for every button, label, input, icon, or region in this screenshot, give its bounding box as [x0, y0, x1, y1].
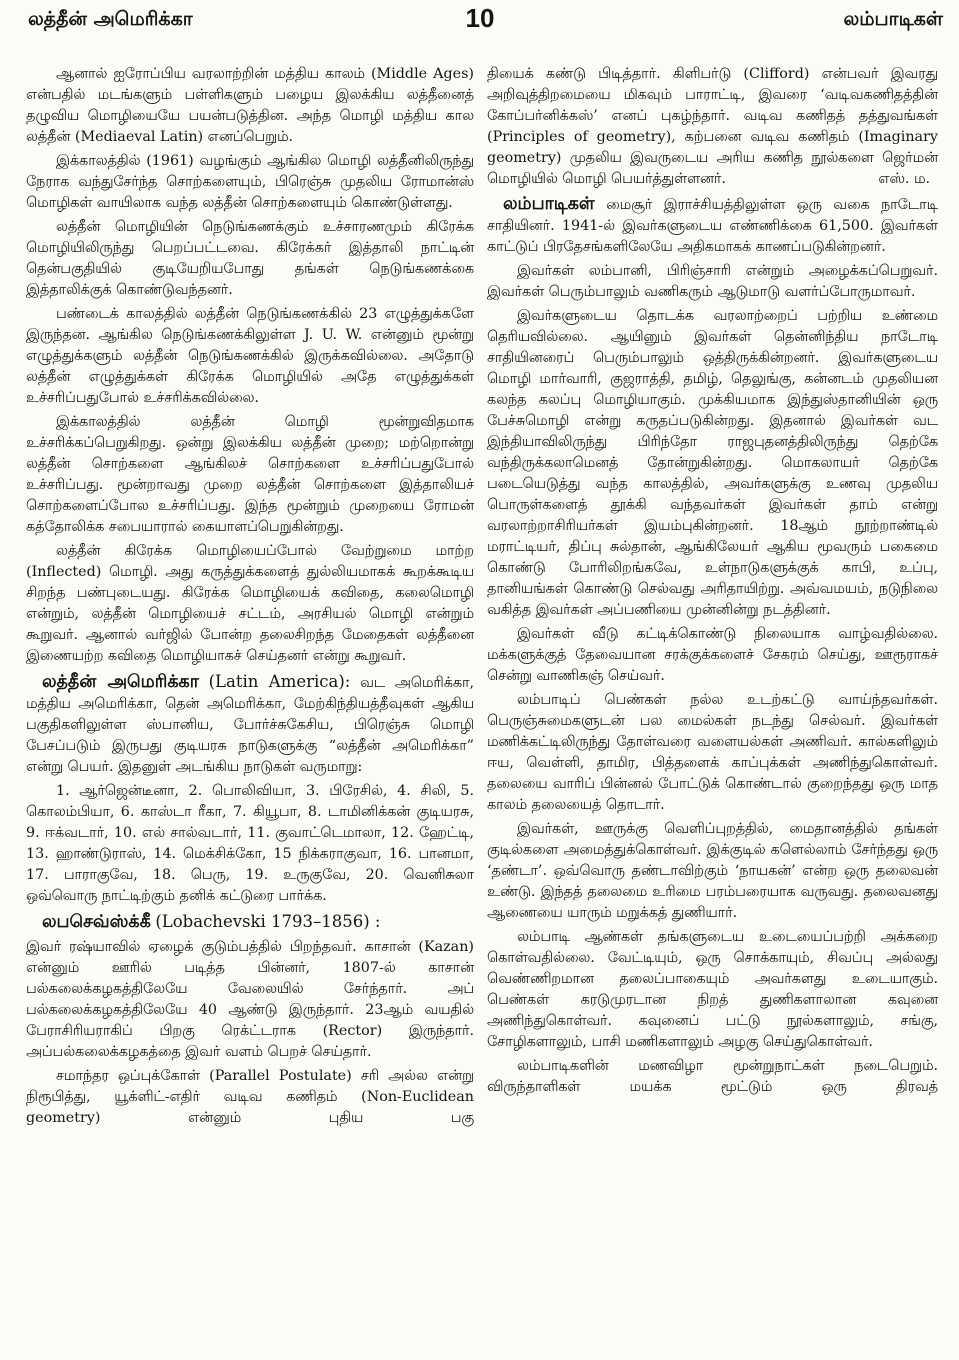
- running-head-left: லத்தீன் அமெரிக்கா: [28, 8, 193, 30]
- lobachevski-continued: [487, 64, 938, 190]
- page-number: 10: [465, 3, 495, 33]
- entry-headword: லம்பாடிகள்: [503, 194, 595, 214]
- entry-lambadi: [487, 194, 938, 258]
- entry-latin-america: [26, 671, 474, 778]
- author-initials: எஸ். ம.: [878, 171, 930, 187]
- right-column: [487, 64, 938, 1348]
- lambadi-paragraph: இவர்கள் வீடு கட்டிக்கொண்டு நிலையாக வாழ்வதில்லை. மக்களுக்குத் தேவையான சரக்குக்களைச் சேகரம் செய்து, ஊரூராகச் சென்று வாணிகஞ் செய்வர்.: [487, 626, 938, 684]
- latin-paragraph: பண்டைக் காலத்தில் லத்தீன் நெடுங்கணக்கில் 23 எழுத்துக்களே இருந்தன. ஆங்கில நெடுங்கணக்கிலுள்ள J. U. W. என்னும் மூன்று எழுத்துக்களும் லத்தீன் நெடுங்கணக்கில் இருக்கவில்லை. அதோடு லத்தீன் எழுத்துக்கள் கிரேக்க மொழியில் அதே எழுத்துக்கள் உச்சரிப்பதுபோல் உச்சரிக்கவில்லை.: [26, 306, 474, 406]
- left-column: [26, 64, 474, 1348]
- lambadi-paragraph: லம்பாடிப் பெண்கள் நல்ல உடற்கட்டு வாய்ந்தவர்கள். பெருஞ்சுமைகளுடன் பல மைல்கள் நடந்து செல்வர். இவர்கள் மணிக்கட்டிலிருந்து தோள்வரை வளையல்கள் அணிவர். கால்களிலும் ஈய, வெள்ளி, தாமிர, பித்தளைக் காப்புக்கள் அணிந்துகொள்வர். தலையை வாரிப் பின்னல் போட்டுக் கொண்டால் குறைந்தது ஒரு மாத காலம் தலையைத் தொடார்.: [487, 692, 938, 813]
- entry-text: மைசூர் இராச்சியத்திலுள்ள ஒரு வகை நாடோடி சாதியினர். 1941-ல் இவர்களுடைய எண்ணிக்கை 61,500. இவர்கள் காட்டுப் பிரதேசங்களிலேயே அதிகமாகக் காணப்படுகின்றனர்.: [487, 197, 938, 255]
- continued-text: தியைக் கண்டு பிடித்தார். கிளிபர்டு (Clifford) என்பவர் இவரது அறிவுத்திறமையை மிகவும் பாராட்டி, இவரை ‘வடிவகணிதத்தின் கோப்பர்னிக்கஸ்’ எனப் புகழ்ந்தார். வடிவ கணிதத் தத்துவங்கள் (Principles of geometry), கற்பனை வடிவ கணிதம் (Imaginary geometry) முதலிய இவருடைய அரிய கணித நூல்களை ஜெர்மன் மொழியில் மொழி பெயர்த்துள்ளனர்.: [487, 66, 938, 187]
- latin-paragraph: இக்காலத்தில் (1961) வழங்கும் ஆங்கில மொழி லத்தீனிலிருந்து நேராக வந்துசேர்ந்த சொற்களையும், பிரெஞ்சு முதலிய ரோமான்ஸ் மொழிகள் வாயிலாக வந்த லத்தீன் சொற்களையும் கொண்டுள்ளது.: [26, 153, 474, 211]
- lambadi-paragraph: இவர்கள், ஊருக்கு வெளிப்புறத்தில், மைதானத்தில் தங்கள் குடில்களை அமைத்துக்கொள்வர். இக்குடில் களெல்லாம் சேர்ந்தது ஒரு ‘தண்டா’. ஒவ்வொரு தண்டாவிற்கும் ‘நாயகன்’ என்ற ஒரு தலைவன் உண்டு. இந்தத் தலைமை உரிமை பரம்பரையாக வருவது. தலைவனது ஆணையை யாரும் மறுக்கத் துணியார்.: [487, 821, 938, 921]
- lambadi-paragraph: இவர்கள் லம்பானி, பிரிஞ்சாரி என்றும் அழைக்கப்பெறுவர். இவர்கள் பெரும்பாலும் வணிகரும் ஆடுமாடு வளர்ப்போருமாவர்.: [487, 263, 938, 300]
- lambadi-paragraph: இவர்களுடைய தொடக்க வரலாற்றைப் பற்றிய உண்மை தெரியவில்லை. ஆயினும் இவர்கள் தென்னிந்திய நாடோடி சாதியினரைப் பெரும்பாலும் ஒத்திருக்கின்றனர். இவர்களுடைய மொழி மார்வாரி, குஜராத்தி, தமிழ், தெலுங்கு, கன்னடம் முதலியன கலந்த கலப்பு மொழியாகும். முக்கியமாக இந்துஸ்தானியின் ஒரு பேச்சுமொழி என்று கருதப்படுகின்றது. இதனால் இவர்கள் வட இந்தியாவிலிருந்து பிரிந்தோ ராஜபுதனத்திலிருந்து தெற்கே வந்திருக்கலாமெனத் தோன்றுகின்றது. மொகலாயர் தெற்கே படையெடுத்து வந்த காலத்தில், அவர்களுக்கு உணவு முதலிய பொருள்களைத் தூக்கி வந்தவர்கள் இவர்கள் தாம் என்று வரலாற்றாசிரியர்கள் இயம்புகின்றனர். 18ஆம் நூற்றாண்டில் மராட்டியர், திப்பு சுல்தான், ஆங்கிலேயர் ஆகிய மூவரும் பகைமை கொண்டு போரிலிறங்கவே, உள்நாடுகளுக்குக் காபி, உப்பு, தானியங்கள் கொண்டு செல்வது அரிதாயிற்று. அவ்வமயம், நடுநிலை வகித்த இவர்கள் அப்பணியை முன்னின்று நடத்தினர்.: [487, 308, 938, 618]
- entry-headword-english: (Latin America):: [208, 672, 351, 691]
- latin-paragraph: ஆனால் ஐரோப்பிய வரலாற்றின் மத்திய காலம் (Middle Ages) என்பதில் மடங்களும் பள்ளிகளும் பழைய இலக்கிய லத்தீனைத் தழுவிய மொழியையே பயன்படுத்தின. அந்த மொழி மத்திய கால லத்தீன் (Mediaeval Latin) எனப்பெறும்.: [26, 66, 474, 145]
- latin-paragraph: இக்காலத்தில் லத்தீன் மொழி மூன்றுவிதமாக உச்சரிக்கப்பெறுகிறது. ஒன்று இலக்கிய லத்தீன் முறை; மற்றொன்று லத்தீன் சொற்களை ஆங்கிலச் சொற்களை உச்சரிப்பதுபோல் உச்சரிப்பது. மூன்றாவது முறை லத்தீன் சொற்களை இத்தாலியச் சொற்களைப்போல உச்சரிப்பது. இந்த மூன்றும் முறையை ரோமன் கத்தோலிக்க சபையாரால் கையாளப்பெறுகின்றது.: [26, 414, 474, 535]
- entry-text: வட அமெரிக்கா, மத்திய அமெரிக்கா, தென் அமெரிக்கா, மேற்கிந்தியத்தீவுகள் ஆகிய பகுதிகளிலுள்ள ஸ்பானிய, போர்ச்சுகேசிய, பிரெஞ்சு மொழி பேசப்படும் இருபது குடியரசு நாடுகளுக்கு “லத்தீன் அமெரிக்கா” என்று பெயர். இதனுள் அடங்கிய நாடுகள் வருமாறு:: [26, 675, 474, 775]
- latin-paragraph: லத்தீன் கிரேக்க மொழியைப்போல் வேற்றுமை மாற்ற (Inflected) மொழி. அது கருத்துக்களைத் துல்லியமாகக் கூறக்கூடிய சிறந்த பண்புடையது. கிரேக்க மொழியைக் கவிதை, கலைமொழி என்றும், லத்தீன் மொழியைச் சட்டம், அரசியல் மொழி என்றும் கூறுவர். ஆனால் வர்ஜில் போன்ற தலைசிறந்த மேதைகள் லத்தீனை இணையற்ற கவிதை மொழியாகச் செய்தனர் என்று கூறுவர்.: [26, 543, 474, 664]
- entry-lobachevski: [26, 911, 474, 934]
- entry-headword: லத்தீன் அமெரிக்கா: [42, 672, 199, 692]
- entry-headword-english: (Lobachevski 1793–1856) :: [155, 912, 381, 931]
- entry-headword: லபசெவ்ஸ்க்கீ: [42, 912, 151, 932]
- running-head-right: லம்பாடிகள்: [843, 8, 943, 30]
- lambadi-paragraph: லம்பாடிகளின் மணவிழா மூன்றுநாட்கள் நடைபெறும். விருந்தாளிகள் மயக்க மூட்டும் ஒரு திரவத்: [487, 1058, 938, 1095]
- latin-paragraph: லத்தீன் மொழியின் நெடுங்கணக்கும் உச்சாரணமும் கிரேக்க மொழியிலிருந்து பெறப்பட்டவை. கிரேக்கர் இத்தாலி நாட்டின் தென்பகுதியில் குடியேறியபோது தங்கள் நெடுங்கணக்கை இத்தாலிக்குக் கொண்டுவந்தனர்.: [26, 219, 474, 298]
- lobachevski-paragraph: சமாந்தர ஒப்புக்கோள் (Parallel Postulate) சரி அல்ல என்று நிரூபித்து, யூக்ளிட்-எதிர் வடிவ கணிதம் (Non-Euclidean geometry) என்னும் புதிய பகு: [26, 1068, 474, 1126]
- country-list: 1. ஆர்ஜென்டீனா, 2. பொலிவியா, 3. பிரேசில், 4. சிலி, 5. கொலம்பியா, 6. காஸ்டா ரீகா, 7. கியூபா, 8. டாமினிக்கன் குடியரசு, 9. ஈக்வடார், 10. எல் சால்வடார், 11. குவாட்டெமாலா, 12. ஹேட்டி, 13. ஹாண்டுராஸ், 14. மெக்சிக்கோ, 15 நிக்கராகுவா, 16. பானமா, 17. பாராகுவே, 18. பெரு, 19. உருகுவே, 20. வெனிசுலா ஒவ்வொரு நாட்டிற்கும் தனிக் கட்டுரை பார்க்க.: [26, 783, 474, 904]
- lobachevski-paragraph: இவர் ரஷ்யாவில் ஏழைக் குடும்பத்தில் பிறந்தவர். காசான் (Kazan) என்னும் ஊரில் படித்த பின்னர், 1807-ல் காசான் பல்கலைக்கழகத்திலேயே வேலையில் சேர்ந்தார். அப் பல்கலைக்கழகத்திலேயே 40 ஆண்டு இருந்தார். 23ஆம் வயதில் பேராசிரியராகிப் பிறகு ரெக்ட்டராக (Rector) இருந்தார். அப்பல்கலைக்கழகத்தை இவர் வளம் பெறச் செய்தார்.: [26, 939, 474, 1060]
- lambadi-paragraph: லம்பாடி ஆண்கள் தங்களுடைய உடையைப்பற்றி அக்கறை கொள்வதில்லை. வேட்டியும், ஒரு சொக்காயும், சிவப்பு அல்லது வெண்ணிறமான தலைப்பாகையும் அவர்களது உடையாகும். பெண்கள் கரடுமுரடான நிறத் துணிகளாலான கவுனை அணிந்துகொள்வர். கவுனைப் பட்டு நூல்களாலும், சங்கு, சோழிகளாலும், பாசி மணிகளாலும் அழகு செய்துகொள்வர்.: [487, 929, 938, 1050]
